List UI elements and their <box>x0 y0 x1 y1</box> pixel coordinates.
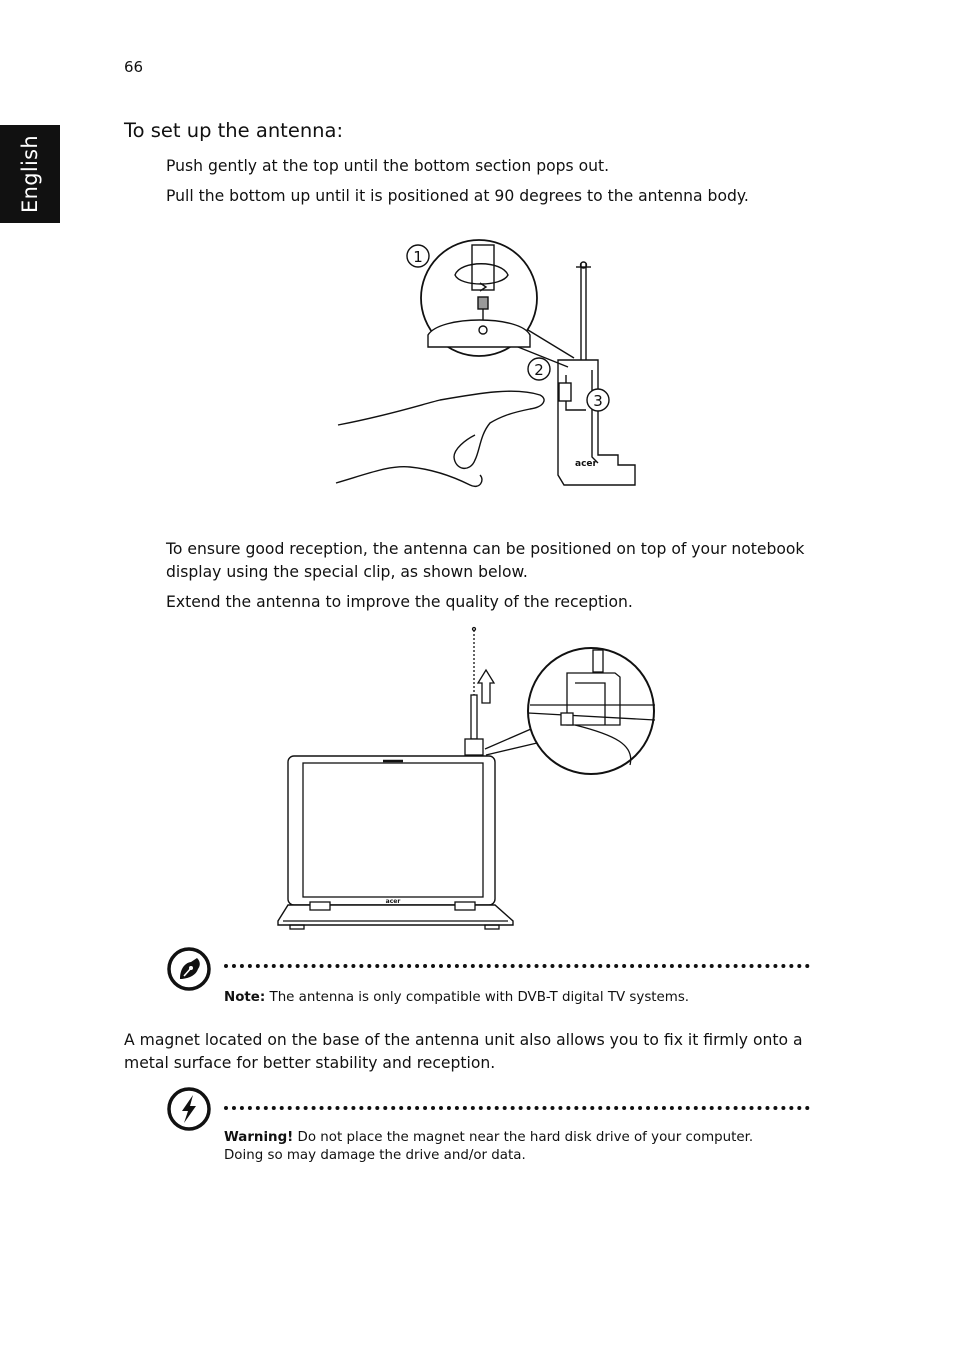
figure1-brand: acer <box>575 459 597 469</box>
step-1: Push gently at the top until the bottom section pops out. <box>166 157 610 175</box>
figure2-brand: acer <box>385 898 401 905</box>
note-text-block <box>224 989 814 1007</box>
note-pen-icon <box>166 946 212 992</box>
warning-text: Do not place the magnet near the hard disk drive of your computer. Doing so may damage the drive and/or data. <box>224 1130 754 1163</box>
figure-antenna-setup <box>330 235 650 495</box>
section-title: To set up the antenna: <box>124 119 344 142</box>
side-tab-label: English <box>18 135 42 213</box>
figure-notebook-antenna <box>275 625 660 935</box>
callout-2: 2 <box>534 361 544 379</box>
warning-lightning-icon <box>166 1086 212 1132</box>
note-text: The antenna is only compatible with DVB-T digital TV systems. <box>269 990 690 1005</box>
page-number: 66 <box>124 58 144 76</box>
warning-text-block <box>224 1129 784 1165</box>
reception-paragraph: To ensure good reception, the antenna can be positioned on top of your notebook display using the special clip, as shown below. <box>166 540 805 581</box>
note-label: Note: <box>224 990 266 1005</box>
callout-3: 3 <box>593 392 603 410</box>
extend-paragraph: Extend the antenna to improve the quality of the reception. <box>166 593 633 611</box>
callout-1: 1 <box>413 248 423 266</box>
warning-label: Warning! <box>224 1130 294 1145</box>
step-2: Pull the bottom up until it is positioned at 90 degrees to the antenna body. <box>166 187 749 205</box>
language-side-tab <box>0 125 60 223</box>
warning-divider <box>224 1106 810 1110</box>
note-divider <box>224 964 810 968</box>
magnet-paragraph: A magnet located on the base of the antenna unit also allows you to fix it firmly onto a metal surface for better stability and reception. <box>124 1031 803 1072</box>
